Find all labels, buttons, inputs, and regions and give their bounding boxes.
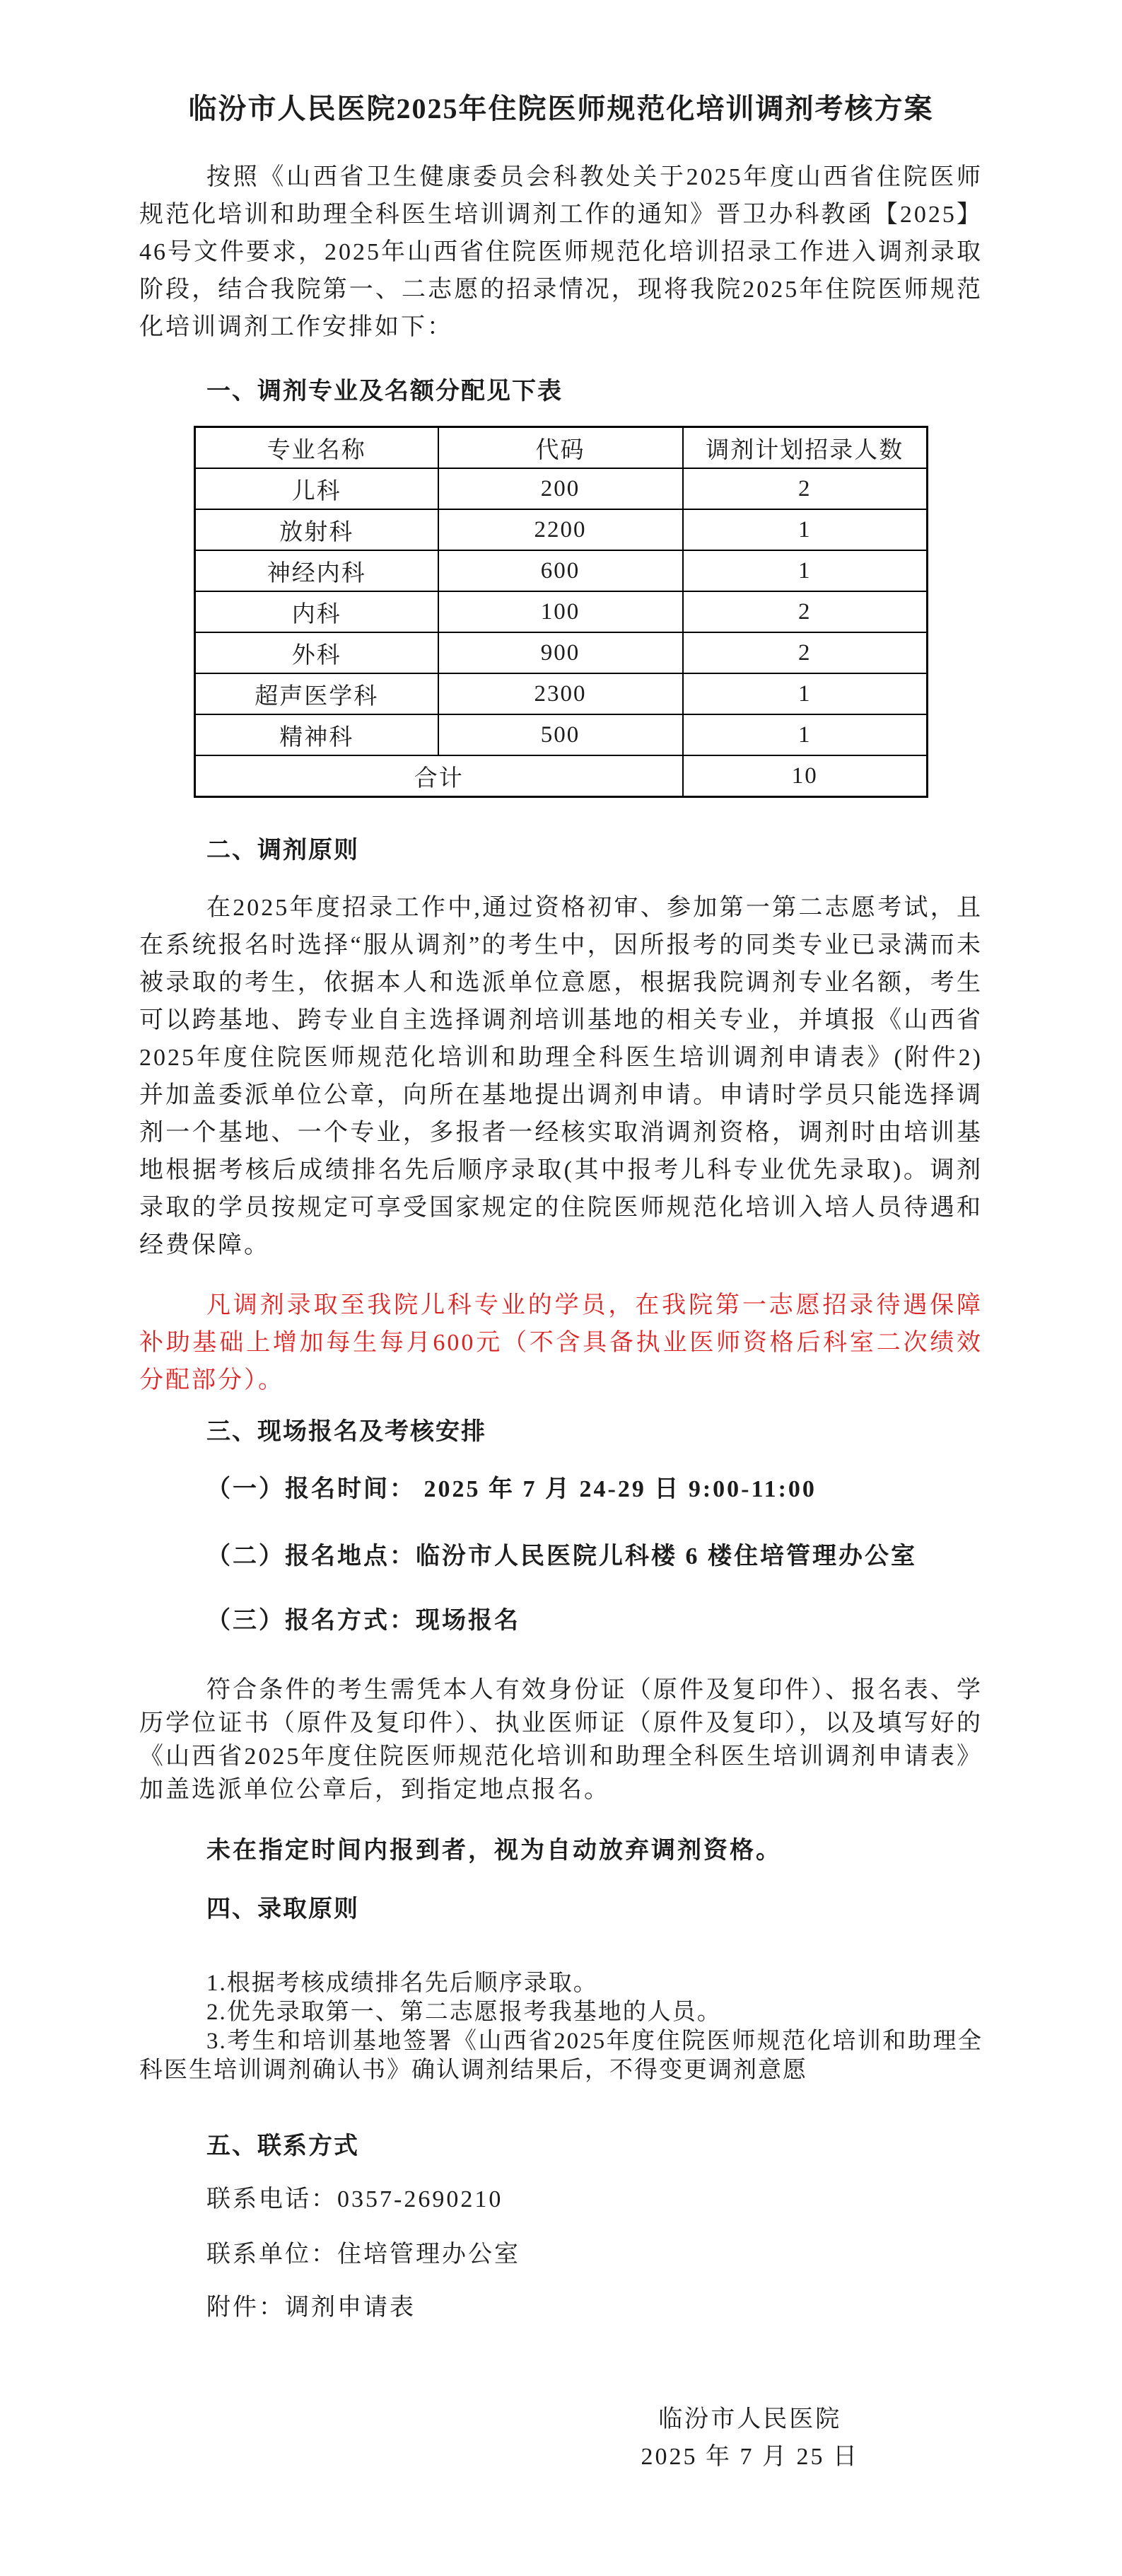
specialty-cell: 儿科 <box>195 468 438 509</box>
intro-paragraph: 按照《山西省卫生健康委员会科教处关于2025年度山西省住院医师规范化培训和助理全科医生培训调剂工作的通知》晋卫办科教函【2025】46号文件要求，2025年山西省住院医师规范化培训招录工作进入调剂录取阶段，结合我院第一、二志愿的招录情况，现将我院2025年住院医师规范化培训调剂工作安排如下： <box>139 164 983 340</box>
quota-cell: 2 <box>683 632 928 673</box>
pediatrics-subsidy-highlight: 凡调剂录取至我院儿科专业的学员，在我院第一志愿招录待遇保障补助基础上增加每生每月600元（不含具备执业医师资格后科室二次绩效分配部分）。 <box>139 1292 983 1393</box>
registration-place: （二）报名地点：临汾市人民医院儿科楼 6 楼住培管理办公室 <box>206 1543 917 1570</box>
rule-item: 1.根据考核成绩排名先后顺序录取。 <box>206 1971 598 1996</box>
specialty-cell: 放射科 <box>195 509 438 550</box>
specialty-cell: 超声医学科 <box>195 673 438 714</box>
rule-item: 2.优先录取第一、第二志愿报考我基地的人员。 <box>206 2000 722 2025</box>
table-total-row <box>195 755 928 797</box>
no-show-warning: 未在指定时间内报到者，视为自动放弃调剂资格。 <box>206 1838 782 1864</box>
signature-block <box>641 2401 860 2476</box>
specialty-cell: 外科 <box>195 632 438 673</box>
section3-heading: 三、现场报名及考核安排 <box>206 1419 486 1445</box>
signature-date: 2025 年 7 月 25 日 <box>641 2444 859 2470</box>
code-cell: 200 <box>438 468 683 509</box>
table-row <box>195 673 928 714</box>
specialty-cell: 神经内科 <box>195 550 438 591</box>
attachment-note: 附件：调剂申请表 <box>206 2294 416 2321</box>
table-row <box>195 509 928 550</box>
code-cell: 900 <box>438 632 683 673</box>
code-cell: 500 <box>438 714 683 755</box>
table-row <box>195 632 928 673</box>
contact-phone: 联系电话：0357-2690210 <box>206 2186 503 2212</box>
code-cell: 2300 <box>438 673 683 714</box>
quota-cell: 1 <box>683 714 928 755</box>
registration-time: （一）报名时间： 2025 年 7 月 24-29 日 9:00-11:00 <box>206 1476 817 1502</box>
rule-item: 3.考生和培训基地签署《山西省2025年度住院医师规范化培训和助理全科医生培训调剂确认书》确认调剂结果后，不得变更调剂意愿 <box>139 2029 983 2083</box>
code-cell: 600 <box>438 550 683 591</box>
section5-heading: 五、联系方式 <box>206 2133 359 2159</box>
registration-method: （三）报名方式：现场报名 <box>206 1608 520 1634</box>
total-value-cell: 10 <box>683 755 928 797</box>
contact-unit: 联系单位：住培管理办公室 <box>206 2241 520 2268</box>
page-title: 临汾市人民医院2025年住院医师规范化培训调剂考核方案 <box>188 93 934 124</box>
signature-org: 临汾市人民医院 <box>658 2406 842 2432</box>
specialty-cell: 内科 <box>195 591 438 632</box>
quota-cell: 1 <box>683 673 928 714</box>
section4-heading: 四、录取原则 <box>206 1896 359 1922</box>
quota-cell: 2 <box>683 591 928 632</box>
quota-cell: 2 <box>683 468 928 509</box>
code-cell: 100 <box>438 591 683 632</box>
quota-cell: 1 <box>683 550 928 591</box>
section2-body: 在2025年度招录工作中,通过资格初审、参加第一第二志愿考试，且在系统报名时选择“服从调剂”的考生中，因所报考的同类专业已录满而未被录取的考生，依据本人和选派单位意愿，根据我院调剂专业名额，考生可以跨基地、跨专业自主选择调剂培训基地的相关专业，并填报《山西省2025年度住院医师规范化培训和助理全科医生培训调剂申请表》(附件2)并加盖委派单位公章，向所在基地提出调剂申请。申请时学员只能选择调剂一个基地、一个专业，多报者一经核实取消调剂资格，调剂时由培训基地根据考核后成绩排名先后顺序录取(其中报考儿科专业优先录取)。调剂录取的学员按规定可享受国家规定的住院医师规范化培训入培人员待遇和经费保障。 <box>139 895 983 1258</box>
quota-table <box>194 426 928 798</box>
specialty-cell: 精神科 <box>195 714 438 755</box>
total-label-cell: 合计 <box>195 755 683 797</box>
table-header-row <box>195 427 928 469</box>
table-row <box>195 714 928 755</box>
quota-cell: 1 <box>683 509 928 550</box>
section2-heading: 二、调剂原则 <box>206 837 359 864</box>
column-header-code: 代码 <box>438 427 683 469</box>
registration-requirements: 符合条件的考生需凭本人有效身份证（原件及复印件）、报名表、学历学位证书（原件及复印件）、执业医师证（原件及复印），以及填写好的《山西省2025年度住院医师规范化培训和助理全科医生培训调剂申请表》加盖选派单位公章后，到指定地点报名。 <box>139 1677 983 1803</box>
code-cell: 2200 <box>438 509 683 550</box>
column-header-quota: 调剂计划招录人数 <box>683 427 928 469</box>
table-row <box>195 468 928 509</box>
table-row <box>195 550 928 591</box>
admission-rules <box>139 1969 983 2085</box>
column-header-specialty: 专业名称 <box>195 427 438 469</box>
table-row <box>195 591 928 632</box>
section1-heading: 一、调剂专业及名额分配见下表 <box>206 378 563 405</box>
